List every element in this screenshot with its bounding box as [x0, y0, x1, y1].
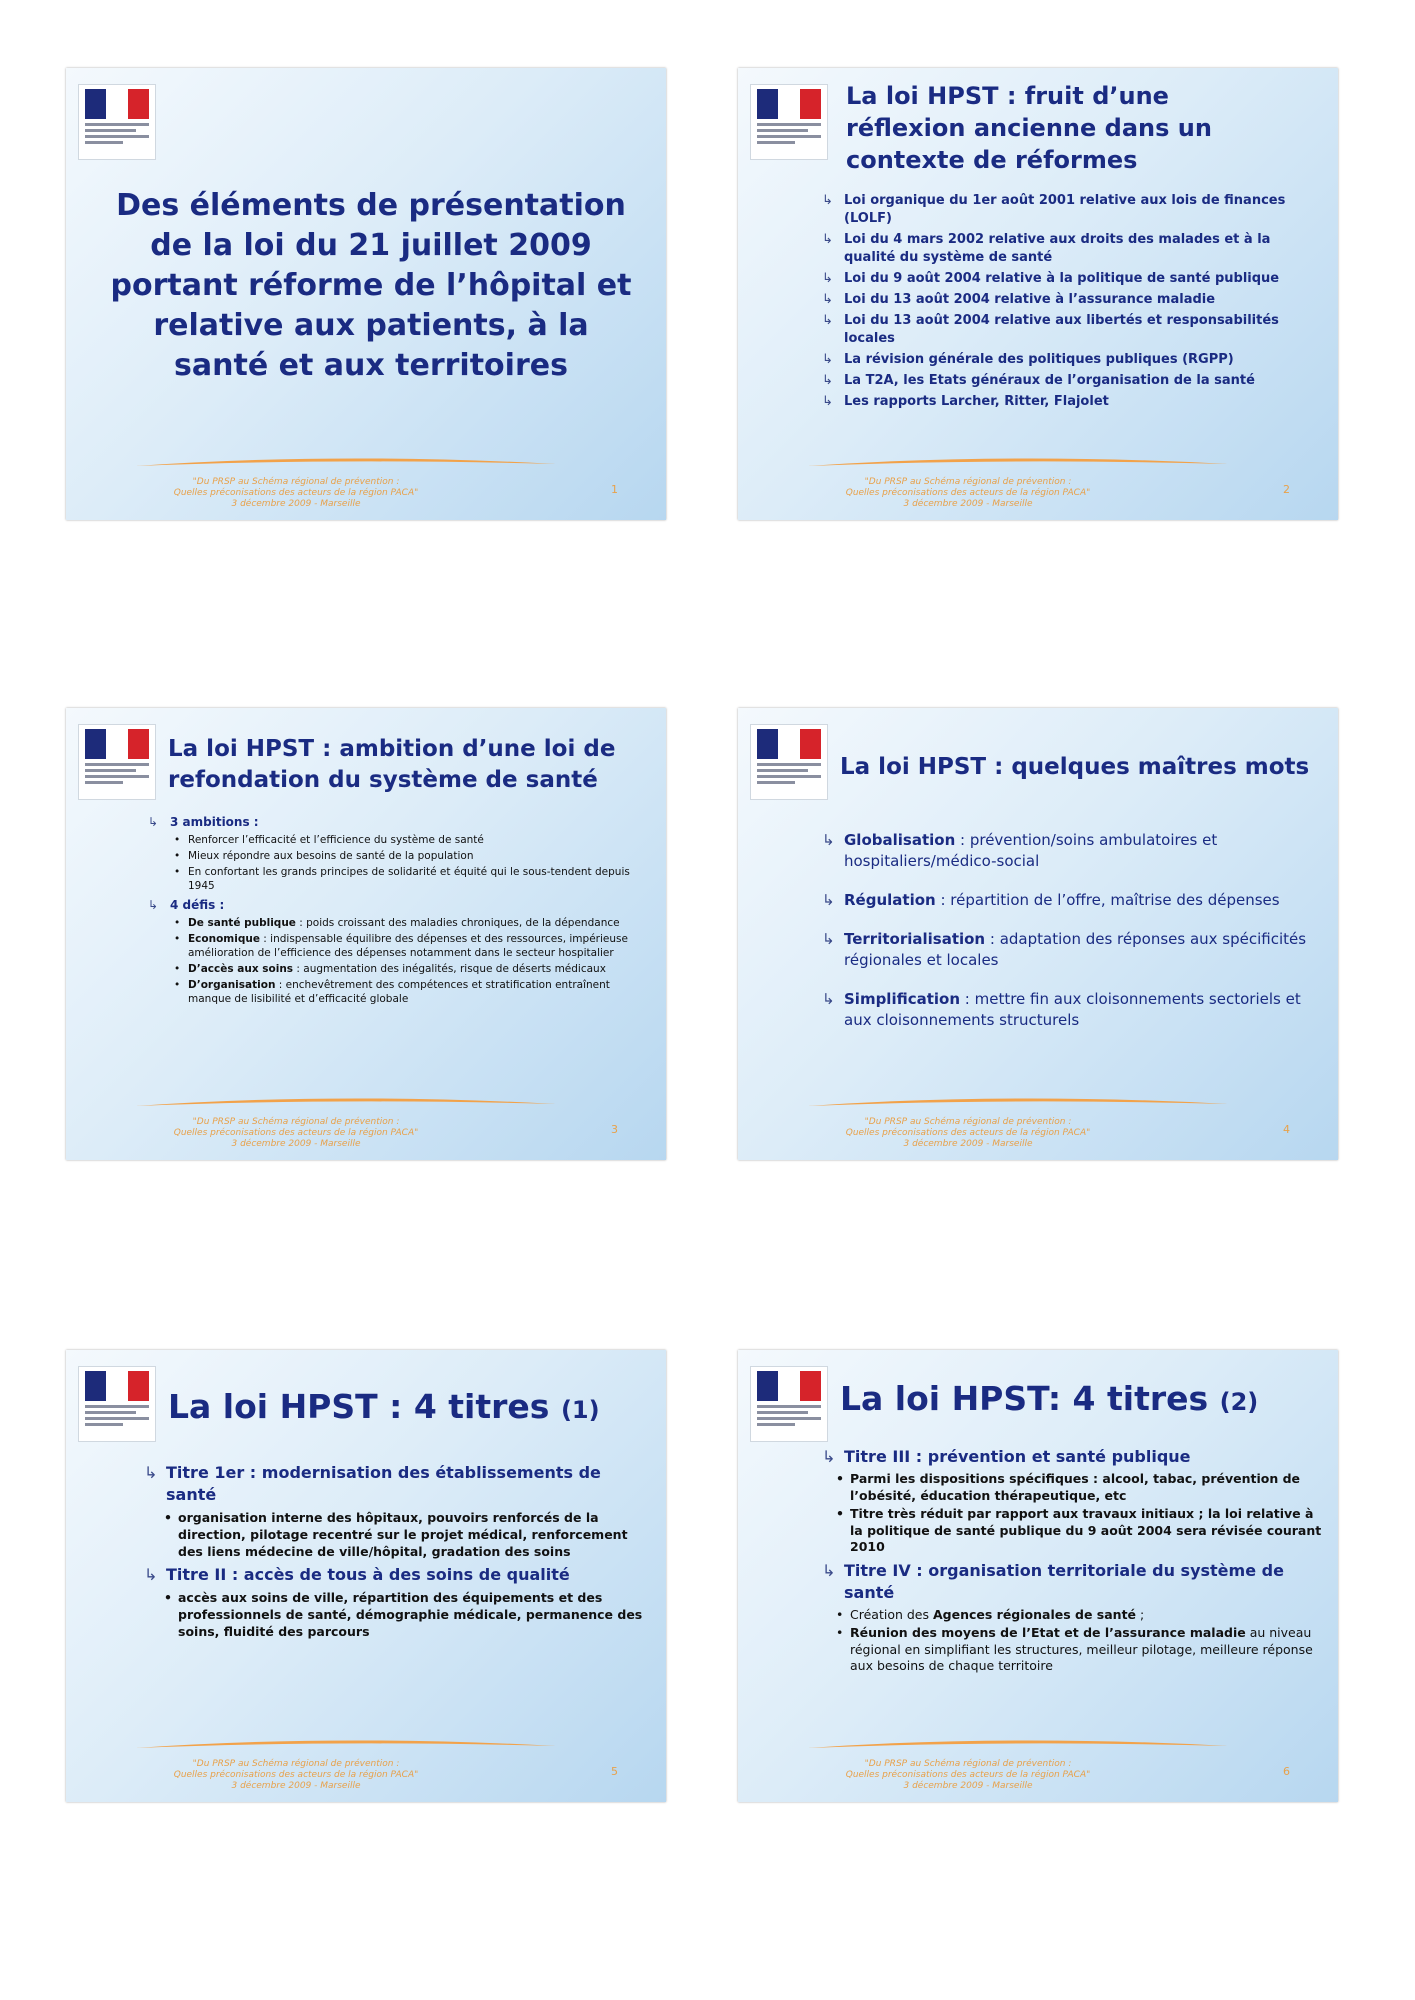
slide-5 [66, 1350, 666, 1802]
republique-francaise-logo [750, 84, 828, 160]
slide-title: La loi HPST: 4 titres (2) [840, 1379, 1259, 1418]
list-item: ↳ Loi du 9 août 2004 relative à la politique de santé publique [822, 271, 1280, 286]
bullet-list [822, 192, 1322, 414]
slide-number: 4 [1283, 1123, 1290, 1136]
list-item: ↳ Les rapports Larcher, Ritter, Flajolet [822, 394, 1109, 409]
orange-swoosh [808, 1096, 1228, 1110]
bullet-list [144, 1462, 644, 1644]
slide-footer: "Du PRSP au Schéma régional de prévention : Quelles préconisations des acteurs de la région PACA" 3 décembre 2009 - Marseille [173, 1117, 419, 1149]
slide-footer: "Du PRSP au Schéma régional de prévention : Quelles préconisations des acteurs de la région PACA" 3 décembre 2009 - Marseille [173, 477, 419, 509]
list-item: ↳ Titre III : prévention et santé publique [822, 1447, 1191, 1466]
list-item: ↳ Titre IV : organisation territoriale du système de santé [822, 1560, 1284, 1602]
slide-6 [738, 1350, 1338, 1802]
list-item: ↳ Titre 1er : modernisation des établissements de santé [144, 1463, 601, 1504]
slide-2 [738, 68, 1338, 520]
orange-swoosh [136, 1738, 556, 1752]
republique-francaise-logo [78, 1366, 156, 1442]
list-item: ↳ 4 défis : [148, 898, 225, 912]
republique-francaise-logo [78, 84, 156, 160]
slide-number: 2 [1283, 483, 1290, 496]
slide-title: La loi HPST : 4 titres (1) [168, 1387, 600, 1426]
republique-francaise-logo [750, 1366, 828, 1442]
list-item: ↳ Simplification : mettre fin aux cloisonnements sectoriels et aux cloisonnements structurels [822, 990, 1301, 1029]
bullet-list [822, 1446, 1322, 1679]
slide-footer: "Du PRSP au Schéma régional de prévention : Quelles préconisations des acteurs de la région PACA" 3 décembre 2009 - Marseille [173, 1759, 419, 1791]
list-item: ↳ La T2A, les Etats généraux de l’organisation de la santé [822, 373, 1255, 388]
bullet-list [822, 830, 1322, 1049]
bullet-list [148, 814, 648, 1010]
list-item: ↳ La révision générale des politiques publiques (RGPP) [822, 352, 1234, 367]
sub-list: • Création des Agences régionales de santé ; • Réunion des moyens de l’Etat et de l’assurance maladie au niveau régional en simplifiant les structures, meilleur pilotage, meilleure réponse aux besoins de chaque territoire [822, 1607, 1322, 1675]
slide-number: 6 [1283, 1765, 1290, 1778]
orange-swoosh [808, 456, 1228, 470]
slide-number: 5 [611, 1765, 618, 1778]
list-item: ↳ 3 ambitions : [148, 815, 259, 829]
sub-list: • Parmi les dispositions spécifiques : alcool, tabac, prévention de l’obésité, éducation thérapeutique, etc • Titre très réduit par rapport aux travaux initiaux ; la loi relative à la politique de santé publique du 9 août 2004 sera révisée courant 2010 [822, 1471, 1322, 1556]
list-item: ↳ Titre II : accès de tous à des soins de qualité [144, 1565, 570, 1584]
list-item: ↳ Loi du 13 août 2004 relative aux libertés et responsabilités locales [822, 313, 1279, 346]
list-item: ↳ Globalisation : prévention/soins ambulatoires et hospitaliers/médico-social [822, 831, 1218, 870]
slide-title: La loi HPST : quelques maîtres mots [840, 754, 1310, 780]
slide-4 [738, 708, 1338, 1160]
sub-list: • accès aux soins de ville, répartition des équipements et des professionnels de santé, démographie médicale, permanence des soins, fluidité des parcours [144, 1589, 644, 1640]
list-item: ↳ Loi organique du 1er août 2001 relative aux lois de finances (LOLF) [822, 193, 1286, 226]
orange-swoosh [808, 1738, 1228, 1752]
slide-number: 3 [611, 1123, 618, 1136]
slide-1 [66, 68, 666, 520]
republique-francaise-logo [750, 724, 828, 800]
sub-list: • organisation interne des hôpitaux, pouvoirs renforcés de la direction, pilotage recentré sur le projet médical, renforcement des liens médecine de ville/hôpital, gradation des soins [144, 1509, 644, 1560]
slide-footer: "Du PRSP au Schéma régional de prévention : Quelles préconisations des acteurs de la région PACA" 3 décembre 2009 - Marseille [845, 1759, 1091, 1791]
list-item: ↳ Territorialisation : adaptation des réponses aux spécificités régionales et locales [822, 930, 1307, 969]
slide-number: 1 [611, 483, 618, 496]
orange-swoosh [136, 1096, 556, 1110]
slide-3 [66, 708, 666, 1160]
slide-footer: "Du PRSP au Schéma régional de prévention : Quelles préconisations des acteurs de la région PACA" 3 décembre 2009 - Marseille [845, 477, 1091, 509]
sub-list: • De santé publique : poids croissant des maladies chroniques, de la dépendance • Economique : indispensable équilibre des dépenses et des ressources, impérieuse amélioration de l’efficience des dépenses notamment dans le secteur hospitalier • D’accès aux soins : augmentation des inégalités, risque de déserts médicaux • D’organisation : enchevêtrement des compétences et stratification entraînent manque de lisibilité et d’efficacité globale [148, 916, 648, 1006]
orange-swoosh [136, 456, 556, 470]
list-item: ↳ Loi du 13 août 2004 relative à l’assurance maladie [822, 292, 1216, 307]
slide-title: La loi HPST : ambition d’une loi de refondation du système de santé [168, 736, 616, 793]
slide-footer: "Du PRSP au Schéma régional de prévention : Quelles préconisations des acteurs de la région PACA" 3 décembre 2009 - Marseille [845, 1117, 1091, 1149]
republique-francaise-logo [78, 724, 156, 800]
slide-title: Des éléments de présentation de la loi du 21 juillet 2009 portant réforme de l’hôpital et relative aux patients, à la santé et aux territoires [110, 188, 632, 383]
list-item: ↳ Loi du 4 mars 2002 relative aux droits des malades et à la qualité du système de santé [822, 232, 1271, 265]
slide-title: La loi HPST : fruit d’une réflexion ancienne dans un contexte de réformes [846, 82, 1212, 174]
sub-list: • Renforcer l’efficacité et l’efficience du système de santé • Mieux répondre aux besoins de santé de la population • En confortant les grands principes de solidarité et équité qui le sous-tendent depuis 1945 [148, 833, 648, 893]
list-item: ↳ Régulation : répartition de l’offre, maîtrise des dépenses [822, 891, 1280, 909]
